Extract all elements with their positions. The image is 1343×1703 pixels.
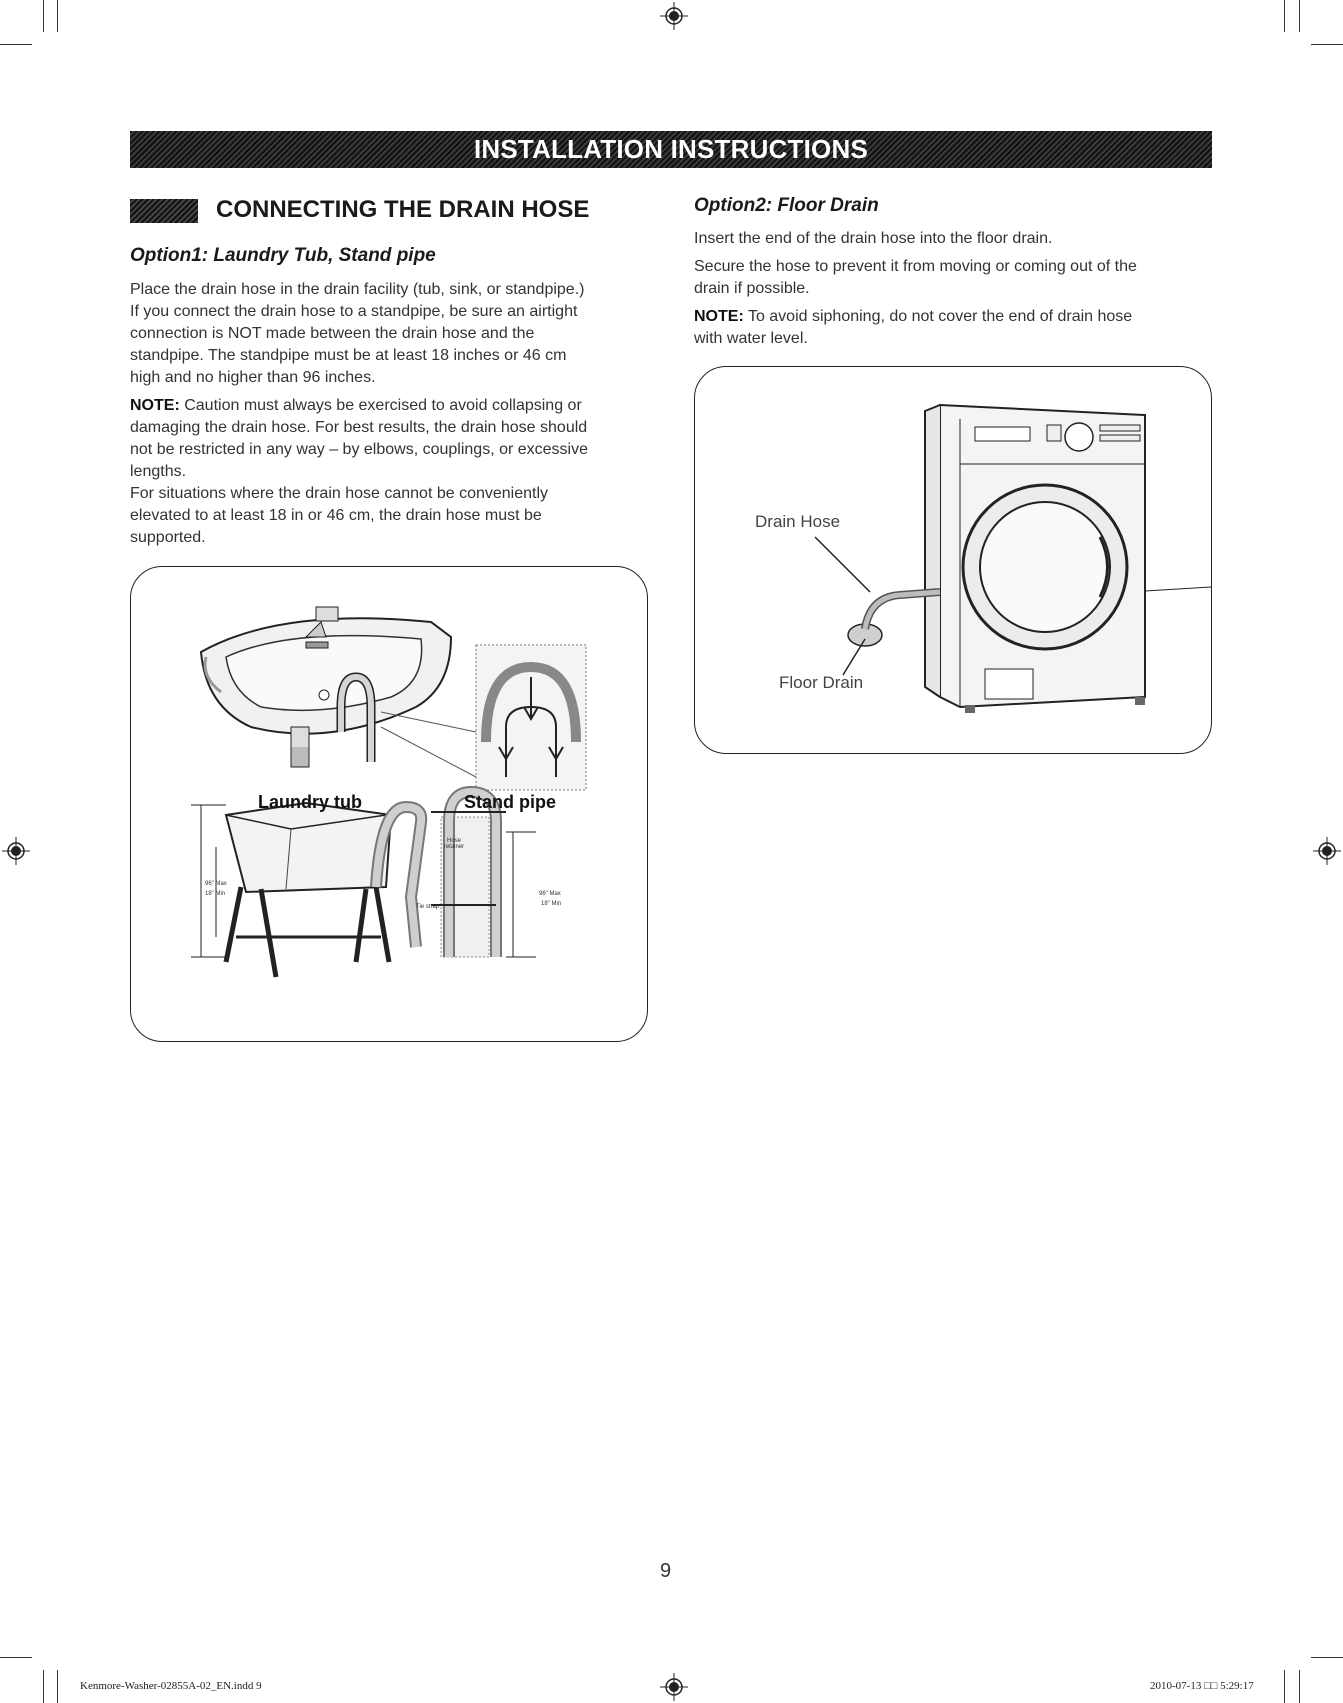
section-title: CONNECTING THE DRAIN HOSE — [216, 196, 590, 223]
crop-mark — [1299, 0, 1300, 32]
text-line: Place the drain hose in the drain facility (tub, sink, or standpipe.) — [130, 281, 585, 298]
crop-mark — [1311, 44, 1343, 45]
left-max-label: 96" Max — [205, 881, 227, 887]
banner-title: INSTALLATION INSTRUCTIONS — [473, 134, 868, 164]
crop-mark — [0, 44, 32, 45]
text-line: Secure the hose to prevent it from moving or coming out of the — [694, 258, 1137, 275]
option1-paragraph — [130, 279, 650, 389]
text-line: standpipe. The standpipe must be at least 18 inches or 46 cm — [130, 347, 567, 364]
crop-mark — [1284, 1670, 1285, 1703]
crop-mark — [0, 1657, 32, 1658]
option1-note — [130, 395, 650, 549]
text-line: drain if possible. — [694, 280, 810, 297]
text-line: connection is NOT made between the drain hose and the — [130, 325, 535, 342]
right-min-label: 18" Min — [541, 901, 562, 907]
note-label: NOTE: — [130, 397, 180, 414]
registration-mark-icon — [1313, 837, 1341, 865]
registration-mark-icon — [660, 2, 688, 30]
text-line: lengths. — [130, 463, 187, 480]
section-banner — [130, 131, 1212, 168]
stand-pipe-label: Stand pipe — [464, 792, 557, 812]
footer-file: Kenmore-Washer-02855A-02_EN.indd 9 — [80, 1680, 262, 1692]
text-line: If you connect the drain hose to a standpipe, be sure an airtight — [130, 303, 578, 320]
text-line: retainer — [443, 844, 465, 850]
laundry-tub-figure — [130, 566, 648, 1042]
text-line: high and no higher than 96 inches. — [130, 369, 376, 386]
registration-mark-icon — [660, 1673, 688, 1701]
heading-marker — [130, 199, 198, 223]
text-line: Insert the end of the drain hose into the floor drain. — [694, 230, 1053, 247]
drain-hose-label: Drain Hose — [755, 512, 841, 531]
crop-mark — [43, 1670, 44, 1703]
crop-mark — [1311, 1657, 1343, 1658]
crop-mark — [57, 1670, 58, 1703]
text-line: elevated to at least 18 in or 46 cm, the drain hose must be — [130, 507, 542, 524]
option1-body — [130, 279, 650, 549]
floor-drain-label: Floor Drain — [779, 673, 864, 692]
registration-mark-icon — [2, 837, 30, 865]
option2-heading: Option2: Floor Drain — [694, 195, 879, 216]
option2-body — [694, 228, 1214, 350]
text-line: For situations where the drain hose cannot be conveniently — [130, 485, 549, 502]
tie-strap-label: Tie strap — [416, 904, 440, 910]
floor-drain-figure — [694, 366, 1212, 754]
text-line: Caution must always be exercised to avoid collapsing or — [179, 397, 582, 414]
text-line: To avoid siphoning, do not cover the end of drain hose — [743, 308, 1133, 325]
text-line: damaging the drain hose. For best results, the drain hose should — [130, 419, 588, 436]
crop-mark — [1299, 1670, 1300, 1703]
washer-illustration — [695, 367, 1211, 753]
footer-timestamp: 2010-07-13 □□ 5:29:17 — [1150, 1680, 1254, 1692]
text-line: not be restricted in any way – by elbows, couplings, or excessive — [130, 441, 589, 458]
page-number: 9 — [660, 1560, 672, 1582]
text-line: with water level. — [694, 330, 808, 347]
text-line: Hose — [446, 838, 461, 844]
left-min-label: 18" Min — [205, 891, 226, 897]
text-line: supported. — [130, 529, 206, 546]
note-label: NOTE: — [694, 308, 744, 325]
option1-heading: Option1: Laundry Tub, Stand pipe — [130, 245, 436, 266]
right-max-label: 96" Max — [539, 891, 561, 897]
crop-mark — [43, 0, 44, 32]
crop-mark — [1284, 0, 1285, 32]
sink-illustration — [131, 567, 647, 1041]
laundry-tub-label: Laundry tub — [258, 792, 362, 812]
crop-mark — [57, 0, 58, 32]
hose-retainer-label — [434, 838, 474, 850]
